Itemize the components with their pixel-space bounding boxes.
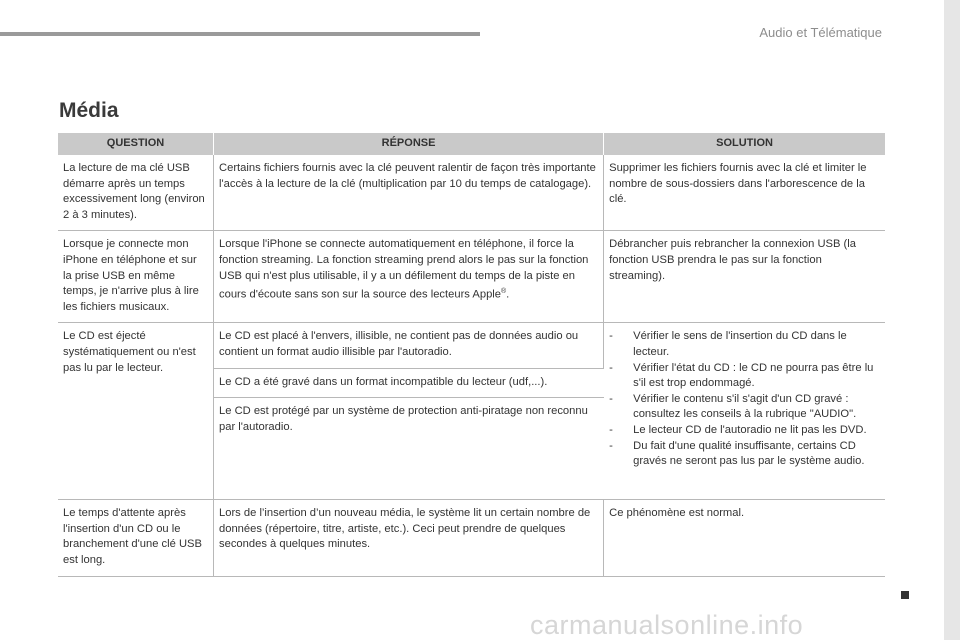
header-solution: SOLUTION [604, 133, 885, 155]
question-cell: Lorsque je connecte mon iPhone en téléphone et sur la prise USB en même temps, je n'arrive plus à lire les fichiers musicaux. [58, 231, 214, 323]
solution-list [609, 329, 880, 469]
header-rule [0, 32, 480, 36]
troubleshooting-table [58, 133, 885, 577]
answer-cell: Le CD a été gravé dans un format incompatible du lecteur (udf,...). [214, 368, 604, 398]
list-item: - Vérifier l'état du CD : le CD ne pourra pas être lu s'il est trop endommagé. [609, 361, 880, 392]
header-question: QUESTION [58, 133, 214, 155]
question-cell: Le CD est éjecté systématiquement ou n'est pas lu par le lecteur. [58, 323, 214, 500]
solution-cell [604, 323, 885, 500]
solution-cell: Supprimer les fichiers fournis avec la clé et limiter le nombre de sous-dossiers dans l'arborescence de la clé. [604, 155, 885, 231]
answer-cell: Lors de l’insertion d’un nouveau média, le système lit un certain nombre de données (répertoire, titre, artiste, etc.). Ceci peut prendre de quelques secondes à quelques minutes. [214, 500, 604, 576]
list-item: - Du fait d'une qualité insuffisante, certains CD gravés ne seront pas lus par le système audio. [609, 439, 880, 470]
table-row [58, 323, 885, 368]
answer-cell [214, 231, 604, 323]
table-row [58, 155, 885, 231]
list-item: - Vérifier le sens de l'insertion du CD dans le lecteur. [609, 329, 880, 360]
registered-mark: ® [501, 288, 507, 296]
section-title: Audio et Télématique [759, 25, 882, 40]
question-cell: La lecture de ma clé USB démarre après un temps excessivement long (environ 2 à 3 minutes). [58, 155, 214, 231]
list-item: - Le lecteur CD de l'autoradio ne lit pas les DVD. [609, 423, 880, 439]
question-cell: Le temps d'attente après l'insertion d'un CD ou le branchement d'une clé USB est long. [58, 500, 214, 576]
page-title: Média [59, 99, 119, 122]
table-header-row [58, 133, 885, 155]
page-edge-strip [944, 0, 960, 640]
answer-text: Lorsque l'iPhone se connecte automatiquement en téléphone, il force la fonction streaming. La fonction streaming prend alors le pas sur la fonction USB qui n'est plus utilisable, il y a un défilement du temps de la piste en cours d'écoute sans son sur la source des lecteurs Apple [219, 238, 589, 301]
table-row [58, 231, 885, 323]
end-marker-icon [901, 591, 909, 599]
answer-cell: Certains fichiers fournis avec la clé peuvent ralentir de façon très importante l'accès à la lecture de la clé (multiplication par 10 du temps de catalogage). [214, 155, 604, 231]
answer-cell: Le CD est placé à l'envers, illisible, ne contient pas de données audio ou contient un format audio illisible par l'autoradio. [214, 323, 604, 368]
solution-cell: Ce phénomène est normal. [604, 500, 885, 576]
header-answer: RÉPONSE [214, 133, 604, 155]
table-row [58, 500, 885, 576]
answer-end: . [506, 288, 510, 301]
answer-cell: Le CD est protégé par un système de protection anti-piratage non reconnu par l'autoradio. [214, 398, 604, 500]
list-item: - Vérifier le contenu s'il s'agit d'un CD gravé : consultez les conseils à la rubrique "AUDIO". [609, 392, 880, 423]
solution-cell: Débrancher puis rebrancher la connexion USB (la fonction USB prendra le pas sur la fonction streaming). [604, 231, 885, 323]
watermark: carmanualsonline.info [530, 610, 804, 640]
